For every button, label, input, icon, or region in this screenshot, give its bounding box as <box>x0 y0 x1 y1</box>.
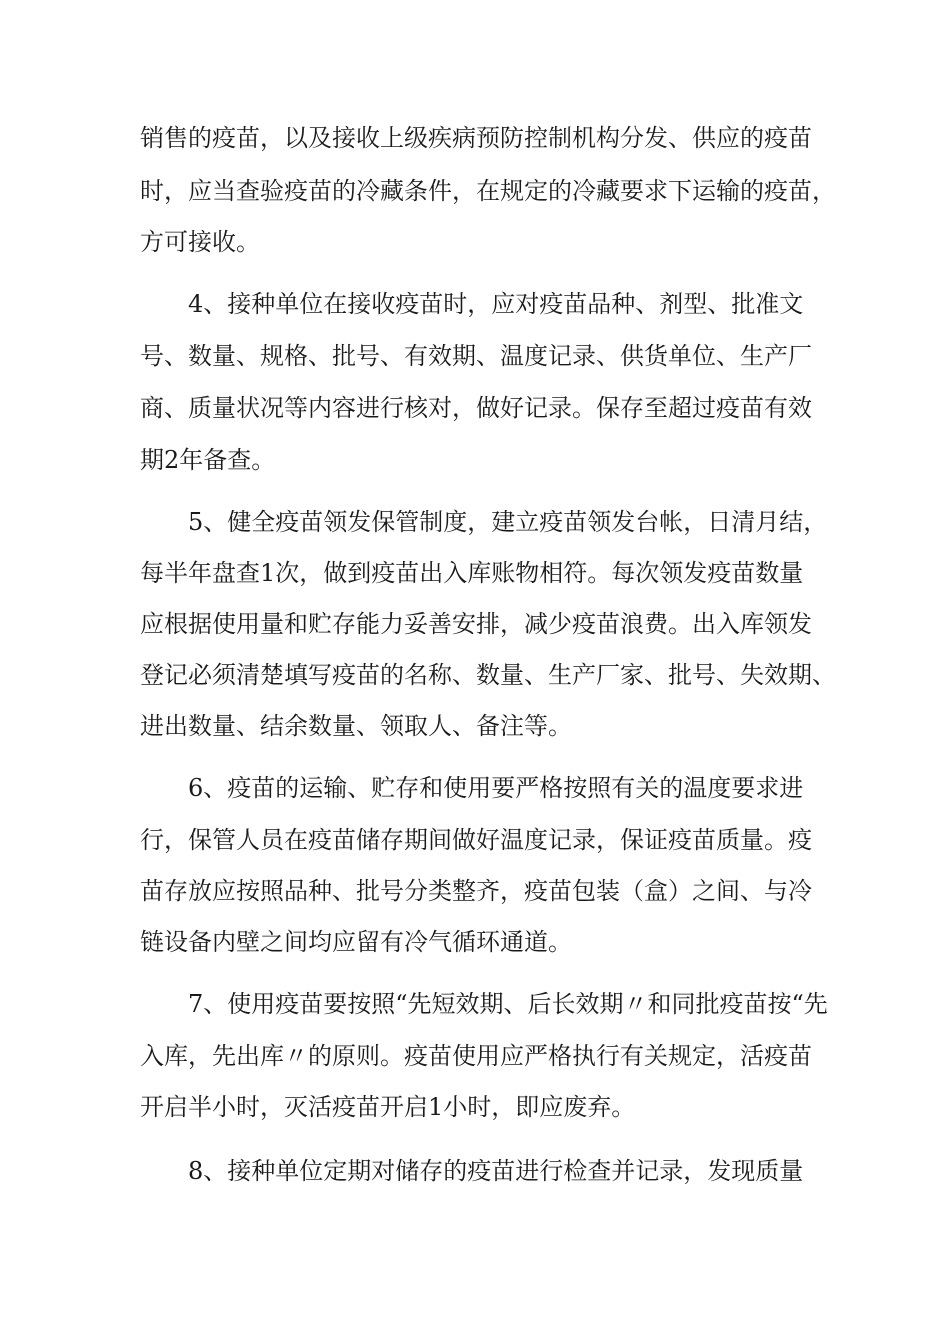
text-line: 4、接种单位在接收疫苗时，应对疫苗品种、剂型、批准文 <box>188 290 804 318</box>
text-line: 6、疫苗的运输、贮存和使用要严格按照有关的温度要求进 <box>188 774 804 802</box>
text-line: 商、质量状况等内容进行核对，做好记录。保存至超过疫苗有效 <box>140 394 812 422</box>
text-line: 行，保管人员在疫苗储存期间做好温度记录，保证疫苗质量。疫 <box>140 826 812 854</box>
text-line: 苗存放应按照品种、批号分类整齐，疫苗包装（盒）之间、与冷 <box>140 877 812 905</box>
text-line: 进出数量、结余数量、领取人、备注等。 <box>140 712 572 740</box>
text-line: 登记必须清楚填写疫苗的名称、数量、生产厂家、批号、失效期、 <box>140 661 836 689</box>
text-line: 号、数量、规格、批号、有效期、温度记录、供货单位、生产厂 <box>140 342 812 370</box>
text-line: 开启半小时，灭活疫苗开启1小时，即应废弃。 <box>140 1093 636 1121</box>
text-line: 每半年盘查1次，做到疫苗出入库账物相符。每次领发疫苗数量 <box>140 559 804 587</box>
text-line: 应根据使用量和贮存能力妥善安排，减少疫苗浪费。出入库领发 <box>140 610 812 638</box>
text-line: 时，应当查验疫苗的冷藏条件，在规定的冷藏要求下运输的疫苗， <box>140 177 836 205</box>
text-line: 8、接种单位定期对储存的疫苗进行检查并记录，发现质量 <box>188 1157 804 1185</box>
text-line: 期2年备查。 <box>140 446 276 474</box>
text-line: 5、健全疫苗领发保管制度，建立疫苗领发台帐，日清月结， <box>188 508 828 536</box>
text-line: 销售的疫苗，以及接收上级疾病预防控制机构分发、供应的疫苗 <box>140 124 812 152</box>
text-line: 入库，先出库〃的原则。疫苗使用应严格执行有关规定，活疫苗 <box>140 1042 812 1070</box>
text-line: 7、使用疫苗要按照“先短效期、后长效期〃和同批疫苗按“先 <box>188 990 828 1018</box>
text-line: 链设备内壁之间均应留有冷气循环通道。 <box>140 928 572 956</box>
text-line: 方可接收。 <box>140 228 260 256</box>
